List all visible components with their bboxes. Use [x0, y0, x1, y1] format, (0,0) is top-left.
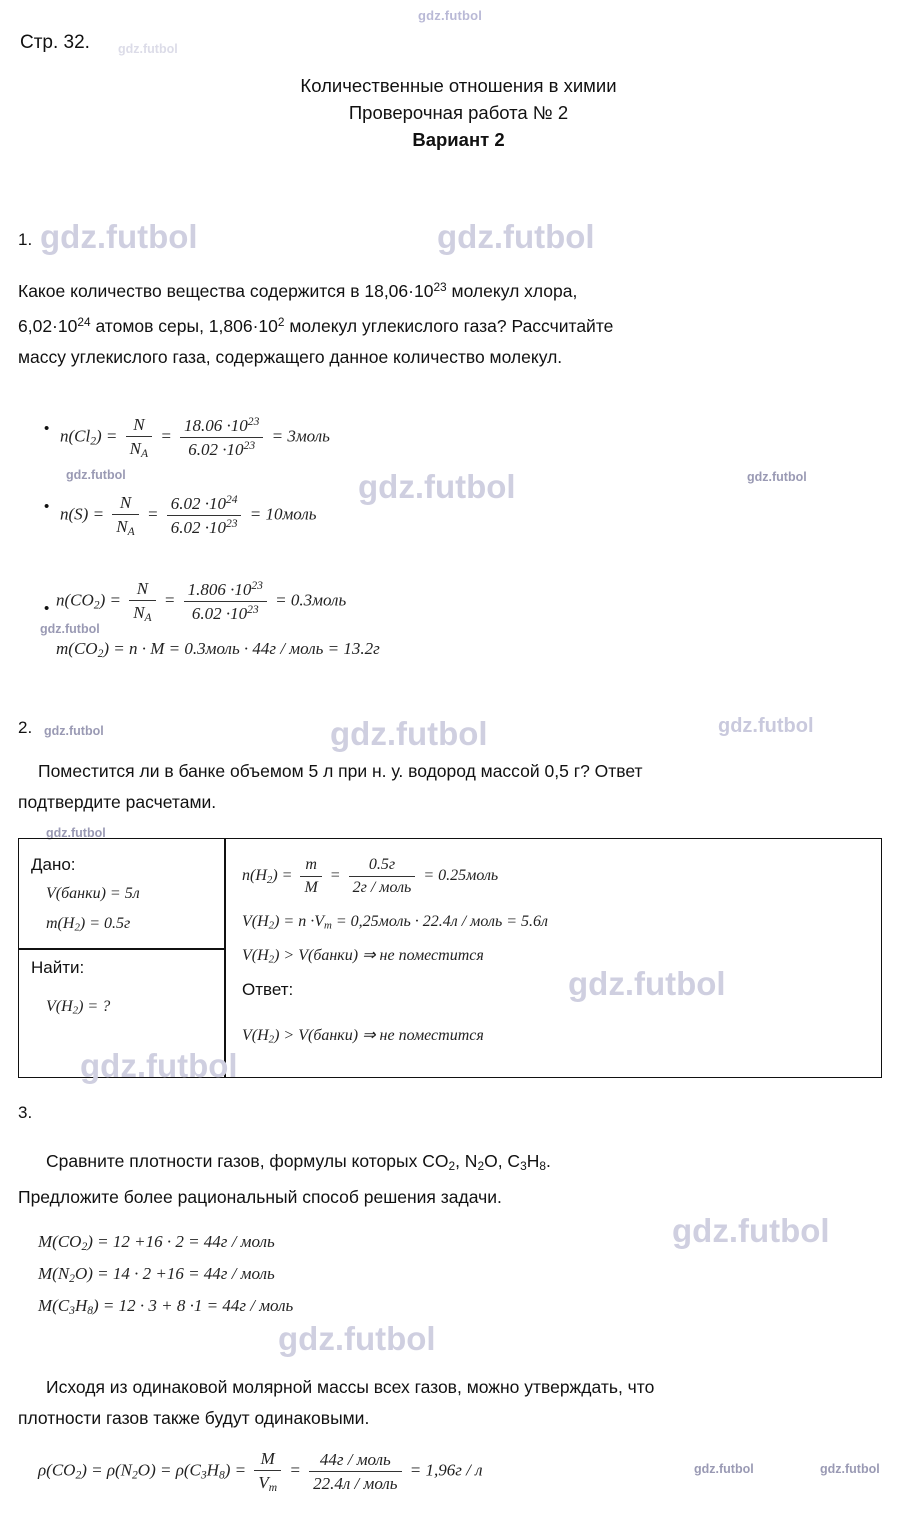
formula-sub: 2 [97, 646, 104, 660]
fraction-n-na [129, 578, 155, 626]
fraction-n-na [126, 414, 152, 462]
watermark: gdz.futbol [118, 42, 178, 56]
fraction-values [167, 493, 242, 539]
task-1-text-p3: 6,02·10 [18, 315, 78, 336]
molar-mass-co2: $M(CO_2) = 12 +16 \cdot 2 = 44г$ / моль [38, 1232, 275, 1253]
task-1-solution-co2-m [56, 639, 380, 660]
watermark: gdz.futbol [66, 468, 126, 482]
formula-lhs-end: ) = [96, 426, 118, 446]
task-2-calc-line-2: $V(H_2) = n \cdot V_m$ = 0,25моль · 22.4л / моль = 5.6л [242, 913, 548, 932]
bullet-icon: • [44, 498, 50, 515]
watermark-top: gdz.futbol [418, 8, 483, 23]
task-1-sup-3: 2 [277, 314, 285, 329]
fraction-numerator: $1.806 \cdot 10^{23}$ [184, 579, 267, 602]
watermark: gdz.futbol [40, 622, 100, 636]
task-3-number: 3. [18, 1103, 33, 1122]
fraction-denominator: $N_A$ [133, 603, 152, 625]
task-1-number: 1. [18, 230, 33, 249]
bullet-icon: • [44, 600, 50, 617]
formula-result: = 3моль [271, 426, 330, 446]
task-2-text [18, 756, 882, 818]
task-2-text-line-1: Поместится ли в банке объемом 5 л при н. у. водород массой 0,5 г? Ответ [38, 761, 643, 781]
fraction-denominator: $6.02 \cdot 10^{23}$ [170, 517, 238, 538]
fraction-values: $\frac{\text{44г / моль}}{\text{22.4л / моль}}$ [309, 1449, 401, 1495]
task-3-conclusion [18, 1372, 882, 1434]
fraction-m-vm: $\frac{M}{V_m}$ [254, 1448, 281, 1496]
formula-lhs: m(CO [56, 639, 98, 658]
watermark: gdz.futbol [437, 218, 595, 255]
task-3-text-line-1: Сравните плотности газов, формулы которых $CO_2$, $N_2O$, $C_3H_8$. [46, 1151, 551, 1173]
task-2-number: 2. [18, 718, 33, 737]
task-2-calc-line-1: $n(H_2)$ = $\frac{m}{M}$ = $\frac{0.5г}{\text{2г / моль}}$ = 0.25моль [242, 856, 499, 896]
watermark: gdz.futbol [80, 1047, 238, 1084]
molar-mass-n2o: $M(N_2O) = 14 \cdot 2 +16 = 44г$ / моль [38, 1264, 275, 1285]
task-1-solution-cl2 [60, 414, 330, 462]
fraction-denominator: $6.02 \cdot 10^{23}$ [188, 439, 256, 460]
density-equation: $\rho(CO_2) = \rho(N_2O) = \rho(C_3H_8)$ = $\frac{M}{V_m}$ = $\frac{\text{44г / моль}}{\text{22.4л / моль}}$ = 1,96г / л [38, 1449, 483, 1495]
fraction-n-na [112, 492, 138, 540]
given-volume: V(банки) = 5л [46, 885, 140, 902]
find-label: Найти: [31, 958, 85, 977]
fraction-denominator: $N_A$ [129, 439, 149, 461]
watermark: gdz.futbol [568, 965, 726, 1002]
fraction-numerator: $18.06 \cdot 10^{23}$ [180, 415, 263, 438]
watermark: gdz.futbol [718, 715, 814, 737]
formula-sub: 2 [93, 598, 100, 612]
formula-lhs: n(CO [56, 590, 94, 610]
task-1-text-p2: молекул хлора, [446, 280, 578, 301]
fraction-numerator: N [129, 578, 155, 601]
watermark: gdz.futbol [672, 1212, 830, 1249]
fraction-values [180, 415, 263, 461]
task-3-text-line-2: Предложите более рациональный способ решения задачи. [18, 1186, 502, 1207]
equals-sign: = [163, 590, 176, 610]
fraction-values [184, 579, 267, 625]
task-1-sup-2: 24 [77, 314, 91, 329]
watermark: gdz.futbol [278, 1320, 436, 1357]
equals-sign: = [160, 426, 172, 446]
watermark: gdz.futbol [820, 1462, 880, 1476]
find-volume: $V(H_2)$ = ? [46, 998, 111, 1017]
formula-sub: 2 [90, 434, 97, 448]
task-1-text [18, 272, 880, 373]
formula-lhs-end: ) = [99, 590, 121, 610]
given-label: Дано: [31, 855, 76, 874]
task-1-text-p6: массу углекислого газа, содержащего данное количество молекул. [18, 346, 563, 367]
task-1-text-p5: молекул углекислого газа? Рассчитайте [284, 315, 614, 336]
task-1-text-p1: Какое количество вещества содержится в 18,06·10 [18, 280, 434, 301]
title-line-3: Вариант 2 [412, 129, 505, 150]
watermark: gdz.futbol [46, 826, 106, 840]
page-number: Стр. 32. [20, 32, 90, 53]
fraction-numerator: N [126, 414, 152, 437]
table-vertical-divider [224, 838, 226, 1078]
given-mass: $m(H_2) = 0.5г$ [46, 915, 131, 934]
conclusion-line-1: Исходя из одинаковой молярной массы всех газов, можно утверждать, что [46, 1377, 655, 1397]
title-line-2: Проверочная работа № 2 [348, 102, 569, 123]
formula-rest: ) = n · M = 0.3моль · 44г / моль = 13.2г [103, 639, 380, 658]
conclusion-line-2: плотности газов также будут одинаковыми. [18, 1408, 370, 1428]
watermark: gdz.futbol [358, 468, 516, 505]
watermark: gdz.futbol [694, 1462, 754, 1476]
fraction-numerator: N [112, 492, 138, 515]
watermark: gdz.futbol [40, 218, 198, 255]
watermark: gdz.futbol [747, 470, 807, 484]
formula-result: = 10моль [249, 504, 317, 524]
molar-mass-c3h8: $M(C_3H_8) = 12 \cdot 3 + 8 \cdot 1 = 44г$ / моль [38, 1296, 294, 1317]
watermark: gdz.futbol [44, 724, 104, 738]
table-row-divider [18, 948, 224, 950]
fraction-values: $\frac{0.5г}{\text{2г / моль}}$ [349, 855, 416, 898]
title-line-1: Количественные отношения в химии [300, 75, 617, 96]
equals-sign: = [146, 504, 159, 524]
task-1-solution-s [60, 492, 317, 540]
task-1-sup-1: 23 [433, 280, 447, 294]
formula-lhs: n(Cl [60, 426, 91, 446]
formula-lhs: n(S) = [60, 504, 105, 524]
fraction-denominator: $N_A$ [116, 517, 135, 539]
watermark: gdz.futbol [330, 715, 488, 752]
answer-label: Ответ: [242, 980, 294, 999]
task-2-answer: $V(H_2)$ > V(банки) ⇒ не поместится [242, 1027, 484, 1046]
fraction-numerator: $6.02 \cdot 10^{24}$ [167, 493, 242, 516]
task-3-text [18, 1146, 882, 1213]
fraction-m-M: $\frac{m}{M}$ [300, 855, 321, 898]
fraction-denominator: $6.02 \cdot 10^{23}$ [191, 603, 259, 624]
task-2-calc-line-3: $V(H_2)$ > V(банки) ⇒ не поместится [242, 947, 484, 966]
bullet-icon: • [44, 420, 50, 437]
formula-result: = 0.3моль [275, 590, 347, 610]
task-1-solution-co2-n [56, 578, 346, 626]
title-block [0, 72, 917, 153]
task-1-text-p4: атомов серы, 1,806·10 [90, 315, 278, 336]
task-2-text-line-2: подтвердите расчетами. [18, 792, 217, 812]
